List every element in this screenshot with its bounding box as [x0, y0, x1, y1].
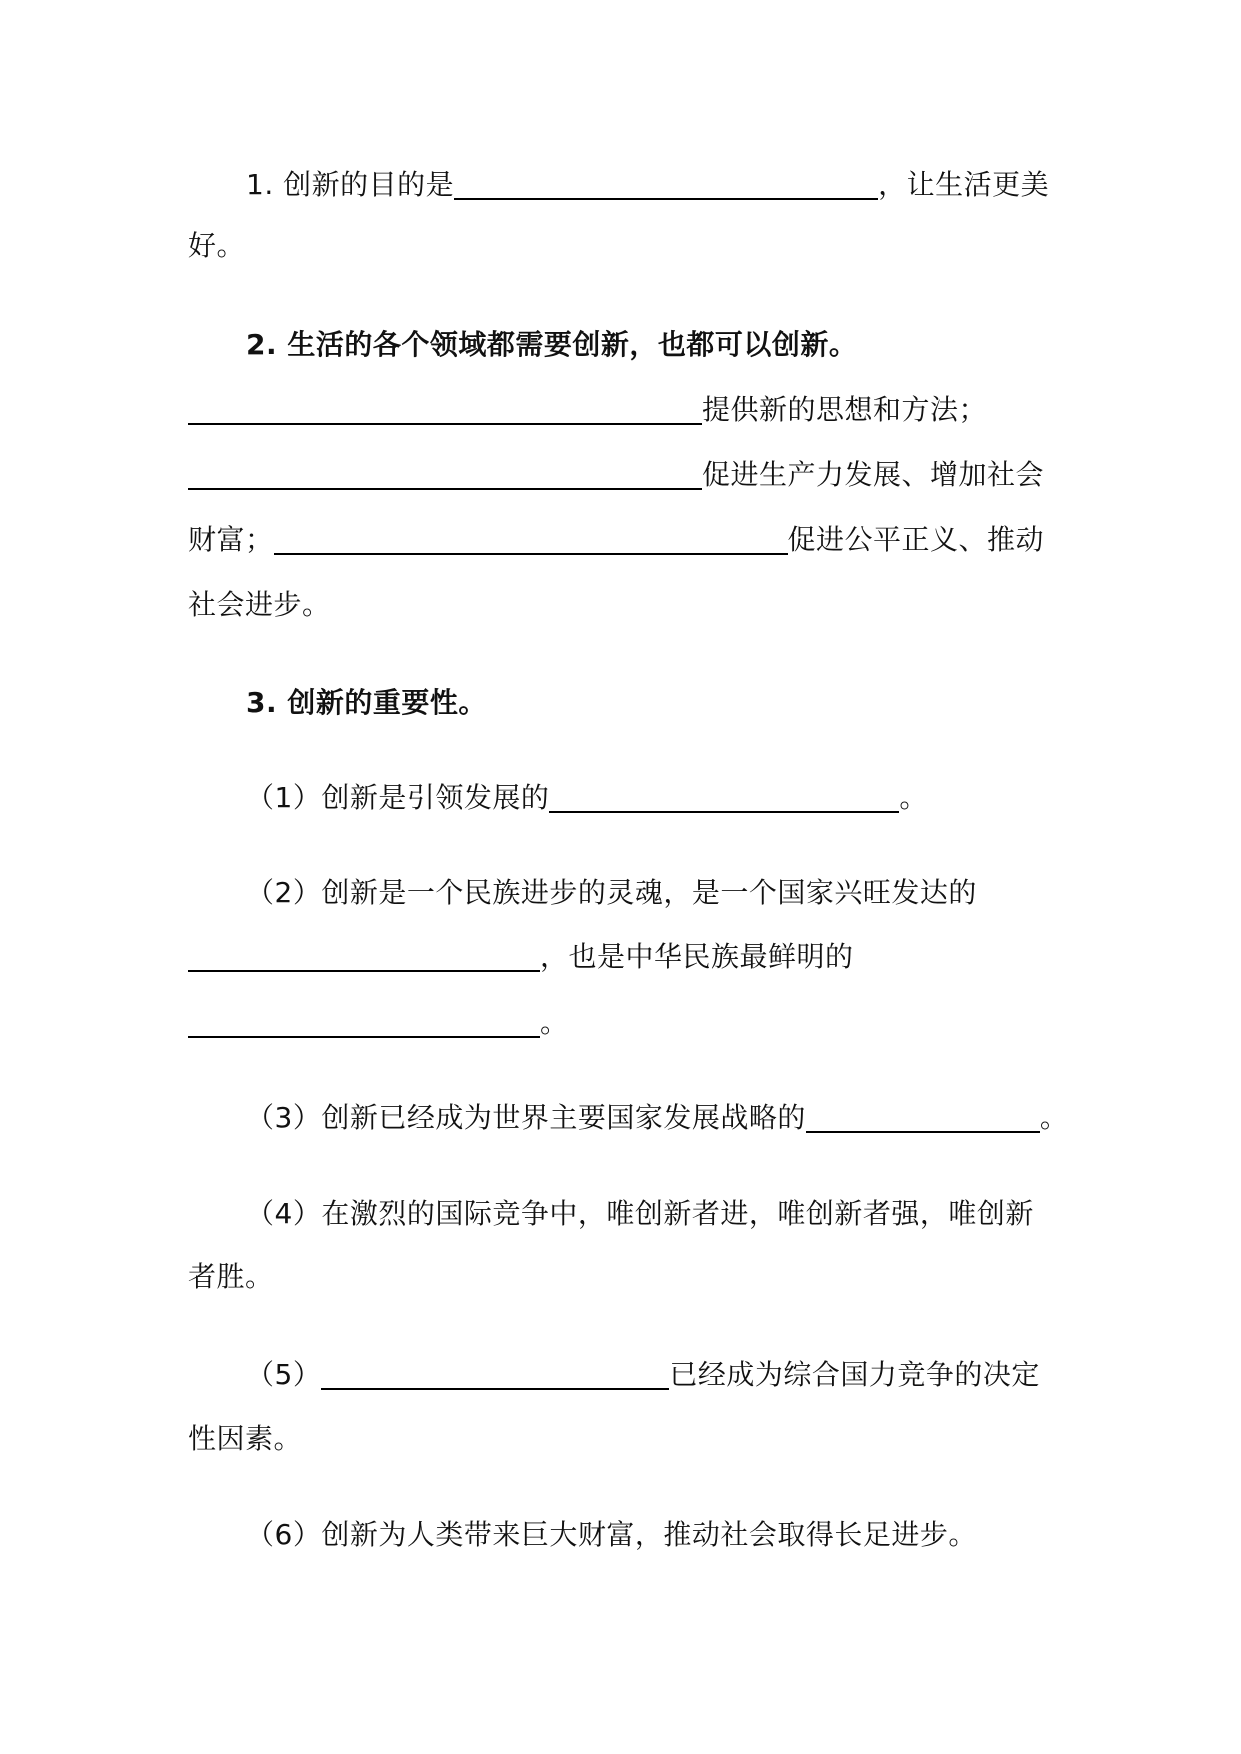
- q2-title-text: 2. 生活的各个领域都需要创新，也都可以创新。: [246, 328, 858, 361]
- q2-l3-suffix: 促进公平正义、推动: [787, 523, 1045, 556]
- q3-i5-blank[interactable]: [321, 1354, 669, 1390]
- q3-i5-suffix: 已经成为综合国力竞争的决定: [669, 1358, 1040, 1391]
- q3-i2-end: 。: [540, 1006, 569, 1039]
- q3-i6: （6）创新为人类带来巨大财富，推动社会取得长足进步。: [246, 1518, 977, 1551]
- q3-title: [246, 680, 487, 726]
- q3-i3-blank[interactable]: [806, 1097, 1040, 1133]
- q3-item6: [246, 1512, 977, 1558]
- q1-blank[interactable]: [454, 164, 878, 200]
- q2-line4: [188, 582, 331, 628]
- q3-i1-prefix: （1）创新是引领发展的: [246, 781, 550, 814]
- q2-line2: [188, 452, 1044, 498]
- q1-cont: 好。: [188, 229, 246, 262]
- q3-i3-suffix: 。: [1039, 1101, 1069, 1134]
- q2-l2-suffix: 促进生产力发展、增加社会: [702, 458, 1045, 491]
- q3-item5-line1: [246, 1352, 1040, 1398]
- q1-line1: [246, 162, 1049, 208]
- q3-item5-line2: [188, 1416, 302, 1462]
- q3-i2-line1: （2）创新是一个民族进步的灵魂，是一个国家兴旺发达的: [246, 876, 977, 909]
- q3-i5-prefix: （5）: [246, 1358, 322, 1391]
- q3-item4-line1: [246, 1191, 1034, 1237]
- q2-l3-prefix: 财富；: [188, 523, 274, 556]
- q3-item2-line3: [188, 1000, 569, 1046]
- q1-prefix: 1. 创新的目的是: [246, 168, 455, 201]
- q2-blank-1[interactable]: [188, 389, 702, 425]
- q2-l4: 社会进步。: [188, 588, 331, 621]
- q3-i3-prefix: （3）创新已经成为世界主要国家发展战略的: [246, 1101, 806, 1134]
- q1-suffix: ，让生活更美: [878, 168, 1050, 201]
- q2-blank-3[interactable]: [274, 519, 788, 555]
- q2-line1: [188, 387, 987, 433]
- q3-i4-line1: （4）在激烈的国际竞争中，唯创新者进，唯创新者强，唯创新: [246, 1197, 1034, 1230]
- q3-i5-line2: 性因素。: [188, 1422, 303, 1455]
- q3-item1: [246, 775, 928, 821]
- q3-item3: [246, 1095, 1068, 1141]
- q3-item2-line2: [188, 934, 854, 980]
- q3-title-text: 3. 创新的重要性。: [246, 686, 487, 719]
- q3-item2-line1: [246, 870, 977, 916]
- q3-i2-mid: ，也是中华民族最鲜明的: [540, 940, 854, 973]
- q3-i4-line2: 者胜。: [188, 1260, 274, 1293]
- q3-i1-suffix: 。: [899, 781, 928, 814]
- q3-i1-blank[interactable]: [549, 777, 899, 813]
- q1-line2: [188, 223, 245, 269]
- q2-title: [246, 322, 857, 368]
- q2-line3: [188, 517, 1044, 563]
- q3-i2-blank-2[interactable]: [188, 1002, 540, 1038]
- q2-l1-suffix: 提供新的思想和方法；: [702, 393, 988, 426]
- q2-blank-2[interactable]: [188, 454, 702, 490]
- q3-item4-line2: [188, 1254, 274, 1300]
- q3-i2-blank-1[interactable]: [188, 936, 540, 972]
